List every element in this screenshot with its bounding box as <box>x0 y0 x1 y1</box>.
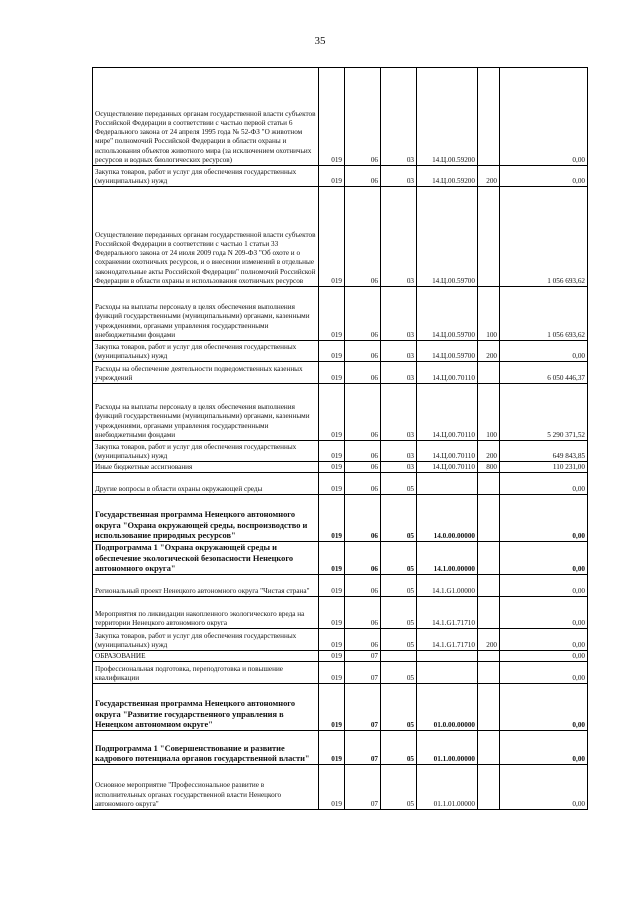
cell-amount: 1 056 693,62 <box>500 287 588 341</box>
cell-expense-type: 100 <box>478 287 500 341</box>
cell-section: 07 <box>345 651 381 662</box>
cell-expense-type <box>478 542 500 575</box>
cell-section: 06 <box>345 384 381 441</box>
cell-target-article: 14.Ц.00.70110 <box>417 441 478 462</box>
table-row <box>93 68 588 166</box>
table-row <box>93 495 588 542</box>
cell-amount: 649 843,85 <box>500 441 588 462</box>
cell-amount: 0,00 <box>500 765 588 810</box>
cell-ministry: 019 <box>319 68 345 166</box>
cell-subsection: 05 <box>381 495 417 542</box>
cell-ministry: 019 <box>319 662 345 684</box>
table-row <box>93 462 588 473</box>
cell-subsection: 05 <box>381 597 417 629</box>
cell-ministry: 019 <box>319 166 345 187</box>
cell-name: Подпрограмма 1 "Совершенствование и развитие кадрового потенциала органов государственной власти" <box>93 731 319 765</box>
cell-expense-type <box>478 473 500 495</box>
cell-subsection: 03 <box>381 362 417 384</box>
table-row <box>93 187 588 287</box>
table-row <box>93 341 588 362</box>
cell-ministry: 019 <box>319 542 345 575</box>
table-row <box>93 765 588 810</box>
cell-target-article <box>417 651 478 662</box>
table-row <box>93 473 588 495</box>
cell-subsection: 05 <box>381 542 417 575</box>
cell-section: 06 <box>345 473 381 495</box>
table-row <box>93 597 588 629</box>
cell-expense-type <box>478 362 500 384</box>
cell-expense-type <box>478 731 500 765</box>
cell-name: Расходы на выплаты персоналу в целях обеспечения выполнения функций государственными (муниципальными) органами, казенными учреждениями, органами управления государственными внебюджетными фондами <box>93 384 319 441</box>
cell-ministry: 019 <box>319 651 345 662</box>
cell-section: 06 <box>345 166 381 187</box>
cell-ministry: 019 <box>319 575 345 597</box>
cell-ministry: 019 <box>319 187 345 287</box>
cell-expense-type <box>478 187 500 287</box>
cell-subsection: 05 <box>381 575 417 597</box>
cell-expense-type <box>478 651 500 662</box>
cell-subsection: 03 <box>381 187 417 287</box>
cell-expense-type: 800 <box>478 462 500 473</box>
cell-target-article: 14.Ц.00.59200 <box>417 166 478 187</box>
cell-amount: 0,00 <box>500 629 588 651</box>
cell-section: 06 <box>345 287 381 341</box>
cell-section: 06 <box>345 187 381 287</box>
cell-ministry: 019 <box>319 384 345 441</box>
cell-amount: 0,00 <box>500 597 588 629</box>
cell-name: Мероприятия по ликвидации накопленного экологического вреда на территории Ненецкого автономного округа <box>93 597 319 629</box>
cell-amount: 0,00 <box>500 542 588 575</box>
cell-target-article: 14.Ц.00.70110 <box>417 462 478 473</box>
cell-section: 06 <box>345 575 381 597</box>
cell-amount: 5 290 371,52 <box>500 384 588 441</box>
cell-section: 06 <box>345 441 381 462</box>
cell-name: Расходы на обеспечение деятельности подведомственных казенных учреждений <box>93 362 319 384</box>
cell-target-article: 14.1.G1.71710 <box>417 629 478 651</box>
table-row <box>93 575 588 597</box>
table-row <box>93 384 588 441</box>
cell-subsection: 05 <box>381 473 417 495</box>
cell-target-article <box>417 473 478 495</box>
cell-subsection: 03 <box>381 462 417 473</box>
cell-section: 06 <box>345 542 381 575</box>
cell-target-article: 14.1.G1.00000 <box>417 575 478 597</box>
cell-subsection: 05 <box>381 684 417 731</box>
cell-ministry: 019 <box>319 765 345 810</box>
cell-section: 06 <box>345 495 381 542</box>
cell-amount: 0,00 <box>500 68 588 166</box>
cell-name: Региональный проект Ненецкого автономного округа "Чистая страна" <box>93 575 319 597</box>
cell-expense-type <box>478 765 500 810</box>
cell-subsection: 05 <box>381 765 417 810</box>
cell-section: 06 <box>345 341 381 362</box>
cell-name: Основное мероприятие "Профессиональное развитие в исполнительных органах государственной власти Ненецкого автономного округа" <box>93 765 319 810</box>
cell-ministry: 019 <box>319 462 345 473</box>
cell-expense-type <box>478 575 500 597</box>
cell-target-article: 14.Ц.00.59700 <box>417 187 478 287</box>
table-row <box>93 651 588 662</box>
cell-ministry: 019 <box>319 597 345 629</box>
cell-target-article: 14.Ц.00.59700 <box>417 341 478 362</box>
cell-section: 06 <box>345 462 381 473</box>
cell-target-article <box>417 662 478 684</box>
budget-table <box>92 67 588 810</box>
cell-ministry: 019 <box>319 362 345 384</box>
cell-expense-type: 200 <box>478 441 500 462</box>
cell-section: 06 <box>345 68 381 166</box>
cell-amount: 6 050 446,37 <box>500 362 588 384</box>
cell-target-article: 14.0.00.00000 <box>417 495 478 542</box>
cell-section: 06 <box>345 629 381 651</box>
cell-subsection: 03 <box>381 341 417 362</box>
cell-ministry: 019 <box>319 473 345 495</box>
cell-target-article: 01.1.00.00000 <box>417 731 478 765</box>
cell-expense-type <box>478 68 500 166</box>
page-number: 35 <box>314 35 326 47</box>
cell-target-article: 14.Ц.00.70110 <box>417 362 478 384</box>
cell-ministry: 019 <box>319 341 345 362</box>
table-row <box>93 287 588 341</box>
cell-section: 06 <box>345 362 381 384</box>
table-row <box>93 731 588 765</box>
cell-amount: 1 056 693,62 <box>500 187 588 287</box>
cell-subsection: 05 <box>381 731 417 765</box>
table-row <box>93 362 588 384</box>
cell-name: Другие вопросы в области охраны окружающей среды <box>93 473 319 495</box>
cell-subsection: 05 <box>381 629 417 651</box>
table-row <box>93 542 588 575</box>
cell-amount: 0,00 <box>500 341 588 362</box>
cell-amount: 0,00 <box>500 731 588 765</box>
cell-amount: 0,00 <box>500 684 588 731</box>
cell-name: Государственная программа Ненецкого автономного округа "Развитие государственного управления в Ненецком автономном округе" <box>93 684 319 731</box>
cell-expense-type: 200 <box>478 341 500 362</box>
cell-subsection: 03 <box>381 441 417 462</box>
cell-amount: 0,00 <box>500 166 588 187</box>
cell-expense-type <box>478 495 500 542</box>
cell-ministry: 019 <box>319 731 345 765</box>
cell-expense-type <box>478 597 500 629</box>
cell-ministry: 019 <box>319 684 345 731</box>
cell-name: Иные бюджетные ассигнования <box>93 462 319 473</box>
cell-amount: 0,00 <box>500 473 588 495</box>
cell-target-article: 14.1.00.00000 <box>417 542 478 575</box>
cell-target-article: 01.0.00.00000 <box>417 684 478 731</box>
cell-target-article: 14.1.G1.71710 <box>417 597 478 629</box>
cell-target-article: 14.Ц.00.59700 <box>417 287 478 341</box>
cell-name: Подпрограмма 1 "Охрана окружающей среды и обеспечение экологической безопасности Ненецкого автономного округа" <box>93 542 319 575</box>
cell-name: Государственная программа Ненецкого автономного округа "Охрана окружающей среды, воспроизводство и использование природных ресурсов" <box>93 495 319 542</box>
cell-amount: 0,00 <box>500 651 588 662</box>
cell-ministry: 019 <box>319 495 345 542</box>
cell-name: Профессиональная подготовка, переподготовка и повышение квалификации <box>93 662 319 684</box>
cell-target-article: 14.Ц.00.59200 <box>417 68 478 166</box>
cell-expense-type <box>478 684 500 731</box>
cell-section: 07 <box>345 765 381 810</box>
cell-ministry: 019 <box>319 441 345 462</box>
cell-section: 07 <box>345 731 381 765</box>
cell-amount: 0,00 <box>500 662 588 684</box>
cell-ministry: 019 <box>319 287 345 341</box>
cell-subsection: 03 <box>381 287 417 341</box>
cell-amount: 110 231,00 <box>500 462 588 473</box>
cell-name: ОБРАЗОВАНИЕ <box>93 651 319 662</box>
cell-name: Закупка товаров, работ и услуг для обеспечения государственных (муниципальных) нужд <box>93 341 319 362</box>
cell-amount: 0,00 <box>500 575 588 597</box>
table-row <box>93 629 588 651</box>
cell-section: 06 <box>345 597 381 629</box>
table-row <box>93 441 588 462</box>
cell-section: 07 <box>345 684 381 731</box>
cell-ministry: 019 <box>319 629 345 651</box>
cell-target-article: 01.1.01.00000 <box>417 765 478 810</box>
cell-name: Закупка товаров, работ и услуг для обеспечения государственных (муниципальных) нужд <box>93 166 319 187</box>
cell-name: Осуществление переданных органам государственной власти субъектов Российской Федерации в соответствии с частью первой статьи 6 Федерального закона от 24 апреля 1995 года № 52-ФЗ "О животном мире" полномочий Российской Федерации в области охраны и использования объектов животного мира (за исключением охотничьих ресурсов и водных биологических ресурсов) <box>93 68 319 166</box>
table-row <box>93 684 588 731</box>
cell-subsection: 03 <box>381 166 417 187</box>
cell-subsection: 05 <box>381 662 417 684</box>
cell-name: Закупка товаров, работ и услуг для обеспечения государственных (муниципальных) нужд <box>93 441 319 462</box>
cell-subsection: 03 <box>381 68 417 166</box>
cell-subsection <box>381 651 417 662</box>
cell-target-article: 14.Ц.00.70110 <box>417 384 478 441</box>
table-row <box>93 662 588 684</box>
cell-expense-type <box>478 662 500 684</box>
table-row <box>93 166 588 187</box>
cell-expense-type: 100 <box>478 384 500 441</box>
cell-amount: 0,00 <box>500 495 588 542</box>
cell-expense-type: 200 <box>478 166 500 187</box>
cell-name: Закупка товаров, работ и услуг для обеспечения государственных (муниципальных) нужд <box>93 629 319 651</box>
cell-expense-type: 200 <box>478 629 500 651</box>
cell-section: 07 <box>345 662 381 684</box>
cell-name: Осуществление переданных органам государственной власти субъектов Российской Федерации в соответствии с частью 1 статьи 33 Федерального закона от 24 июля 2009 года N 209-ФЗ "Об охоте и о сохранении охотничьих ресурсов, и о внесении изменений в отдельные законодательные акты Российской Федерации" полномочий Российской Федерации в области охраны и использования охотничьих ресурсов <box>93 187 319 287</box>
cell-subsection: 03 <box>381 384 417 441</box>
cell-name: Расходы на выплаты персоналу в целях обеспечения выполнения функций государственными (муниципальными) органами, казенными учреждениями, органами управления государственными внебюджетными фондами <box>93 287 319 341</box>
